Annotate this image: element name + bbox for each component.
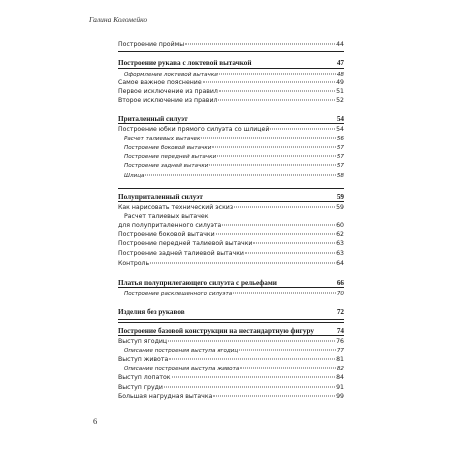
toc-entry[interactable] (118, 41, 344, 49)
toc-page-number: 99 (336, 393, 344, 400)
toc-entry-title: Выступ груди (118, 384, 163, 391)
toc-entry-title: Первое исключение из правил (118, 88, 218, 95)
toc-page-number: 54 (336, 115, 344, 123)
dot-leader (218, 100, 335, 101)
dot-leader (240, 368, 336, 369)
toc-entry-title: Построение задней талиевой вытачки (118, 250, 244, 257)
toc-entry[interactable] (118, 213, 344, 221)
toc-entry[interactable] (118, 222, 344, 230)
toc-page-number: 60 (336, 222, 344, 229)
toc-entry-title: Изделия без рукавов (118, 308, 185, 316)
toc-section-heading[interactable] (118, 279, 344, 287)
toc-entry-title: Расчет талиевых вытачек (124, 136, 201, 142)
toc-section-heading[interactable] (118, 193, 344, 201)
toc-entry-title: Выступ живота (118, 356, 169, 363)
toc-entry[interactable] (118, 231, 344, 239)
toc-entry-title: для полуприталенного силуэта (118, 222, 222, 229)
toc-entry-title: Построение проймы (118, 41, 185, 48)
dot-leader (145, 175, 335, 176)
toc-entry-title: Второе исключение из правил (118, 97, 218, 104)
toc-page-number: 84 (336, 374, 344, 381)
toc-page-number: 56 (336, 136, 344, 142)
toc-entry[interactable] (118, 338, 344, 346)
toc-entry-title: Построение рукава с локтевой вытачкой (118, 59, 252, 67)
toc-page-number: 77 (336, 348, 344, 354)
toc-entry-title: Построение передней вытачки (124, 154, 217, 160)
dot-leader (234, 207, 335, 208)
dot-leader (216, 234, 335, 235)
toc-page-number: 63 (336, 250, 344, 257)
toc-entry[interactable] (118, 172, 344, 180)
toc-entry-title: Описание построения выступа живота (124, 366, 240, 372)
dot-leader (239, 350, 336, 351)
toc-section-heading[interactable] (118, 115, 344, 123)
section-divider (118, 322, 344, 323)
toc-entry-title: Контроль (118, 260, 150, 267)
heading-underline (118, 123, 344, 124)
dot-leader (185, 44, 335, 45)
toc-page-number: 51 (336, 88, 344, 95)
dot-leader (245, 253, 335, 254)
toc-entry-title: Выступ ягодиц (118, 338, 168, 345)
heading-underline (118, 68, 344, 69)
toc-entry[interactable] (118, 290, 344, 298)
toc-page-number: 74 (336, 327, 344, 335)
toc-entry-title: Полуприталенный силуэт (118, 193, 203, 201)
dot-leader (217, 156, 336, 157)
toc-entry-title: Платья полуприлегающего силуэта с рельефами (118, 279, 277, 287)
running-head: Галина Коломейко (89, 15, 148, 24)
heading-underline (118, 201, 344, 202)
toc-section-heading[interactable] (118, 327, 344, 335)
toc-entry[interactable] (118, 79, 344, 87)
toc-entry[interactable] (118, 162, 344, 170)
toc-page-number: 47 (336, 59, 344, 67)
heading-underline (118, 335, 344, 336)
dot-leader (169, 359, 335, 360)
toc-entry-title: Построение базовой конструкции на нестандартную фигуру (118, 327, 314, 335)
toc-page-number: 66 (336, 279, 344, 287)
dot-leader (201, 138, 336, 139)
toc-entry-title: Оформление локтевой вытачки (124, 72, 218, 78)
toc-page-number: 54 (336, 126, 344, 133)
toc-entry[interactable] (118, 356, 344, 364)
toc-section-heading[interactable] (118, 308, 344, 316)
dot-leader (150, 263, 335, 264)
toc-entry-title: Построение боковой вытачки (124, 145, 212, 151)
toc-entry[interactable] (118, 374, 344, 382)
toc-page-number: 72 (336, 308, 344, 316)
toc-entry[interactable] (118, 97, 344, 105)
toc-entry[interactable] (118, 240, 344, 248)
toc-page-number: 57 (336, 154, 344, 160)
toc-entry-title: Построение расклешенного силуэта (124, 291, 233, 297)
page-number: 6 (93, 416, 98, 426)
dot-leader (222, 225, 335, 226)
toc-entry[interactable] (118, 135, 344, 143)
toc-entry[interactable] (118, 347, 344, 355)
toc-page-number: 91 (336, 384, 344, 391)
toc-entry[interactable] (118, 250, 344, 258)
toc-entry-title: Большая нагрудная вытачка (118, 393, 213, 400)
toc-section-heading[interactable] (118, 59, 344, 67)
toc-page-number: 52 (336, 97, 344, 104)
dot-leader (233, 293, 336, 294)
dot-leader (172, 377, 336, 378)
heading-underline (118, 319, 344, 320)
toc-page-number: 59 (336, 193, 344, 201)
dot-leader (213, 396, 335, 397)
toc-page-number: 70 (336, 291, 344, 297)
toc-page-number: 81 (336, 356, 344, 363)
toc-entry[interactable] (118, 144, 344, 152)
toc-entry-title: Как нарисовать технический эскиз (118, 204, 234, 211)
dot-leader (168, 341, 335, 342)
toc-entry[interactable] (118, 153, 344, 161)
toc-page-number: 59 (336, 204, 344, 211)
dot-leader (270, 129, 335, 130)
toc-entry-title: Приталенный силуэт (118, 115, 188, 123)
toc-entry[interactable] (118, 384, 344, 392)
toc-entry[interactable] (118, 204, 344, 212)
toc-entry[interactable] (118, 365, 344, 373)
toc-page-number: 82 (336, 366, 344, 372)
toc-page-number: 57 (336, 145, 344, 151)
toc-page-number: 76 (336, 338, 344, 345)
toc-entry-title: Описание построения выступа ягодиц (124, 348, 239, 354)
toc-page-number: 49 (336, 79, 344, 86)
toc-entry[interactable] (118, 88, 344, 96)
section-divider (118, 51, 344, 52)
toc-entry[interactable] (118, 126, 344, 134)
toc-entry-title: Построение задней вытачки (124, 163, 209, 169)
toc-entry[interactable] (118, 393, 344, 401)
toc-page-number: 63 (336, 240, 344, 247)
dot-leader (212, 147, 335, 148)
toc-entry-title: Расчет талиевых вытачек (124, 213, 209, 220)
toc-entry-title: Построение боковой вытачки (118, 231, 215, 238)
toc-entry-title: Шлица (124, 173, 145, 179)
toc-entry-title: Построение юбки прямого силуэта со шлицей (118, 126, 270, 133)
dot-leader (209, 165, 335, 166)
toc-page-number: 57 (336, 163, 344, 169)
dot-leader (164, 387, 335, 388)
heading-underline (118, 287, 344, 288)
toc-entry-title: Выступ лопаток (118, 374, 171, 381)
toc-page-number: 64 (336, 260, 344, 267)
dot-leader (219, 91, 335, 92)
toc-entry-title: Самое важное пояснение (118, 79, 202, 86)
toc-entry-title: Построение передней талиевой вытачки (118, 240, 253, 247)
toc-page-number: 44 (336, 41, 344, 48)
dot-leader (203, 82, 335, 83)
section-divider (118, 188, 344, 189)
dot-leader (253, 243, 335, 244)
toc-page-number: 58 (336, 173, 344, 179)
toc-entry[interactable] (118, 71, 344, 79)
dot-leader (219, 74, 336, 75)
toc-page-number: 62 (336, 231, 344, 238)
toc-page-number: 48 (336, 72, 344, 78)
toc-entry[interactable] (118, 260, 344, 268)
